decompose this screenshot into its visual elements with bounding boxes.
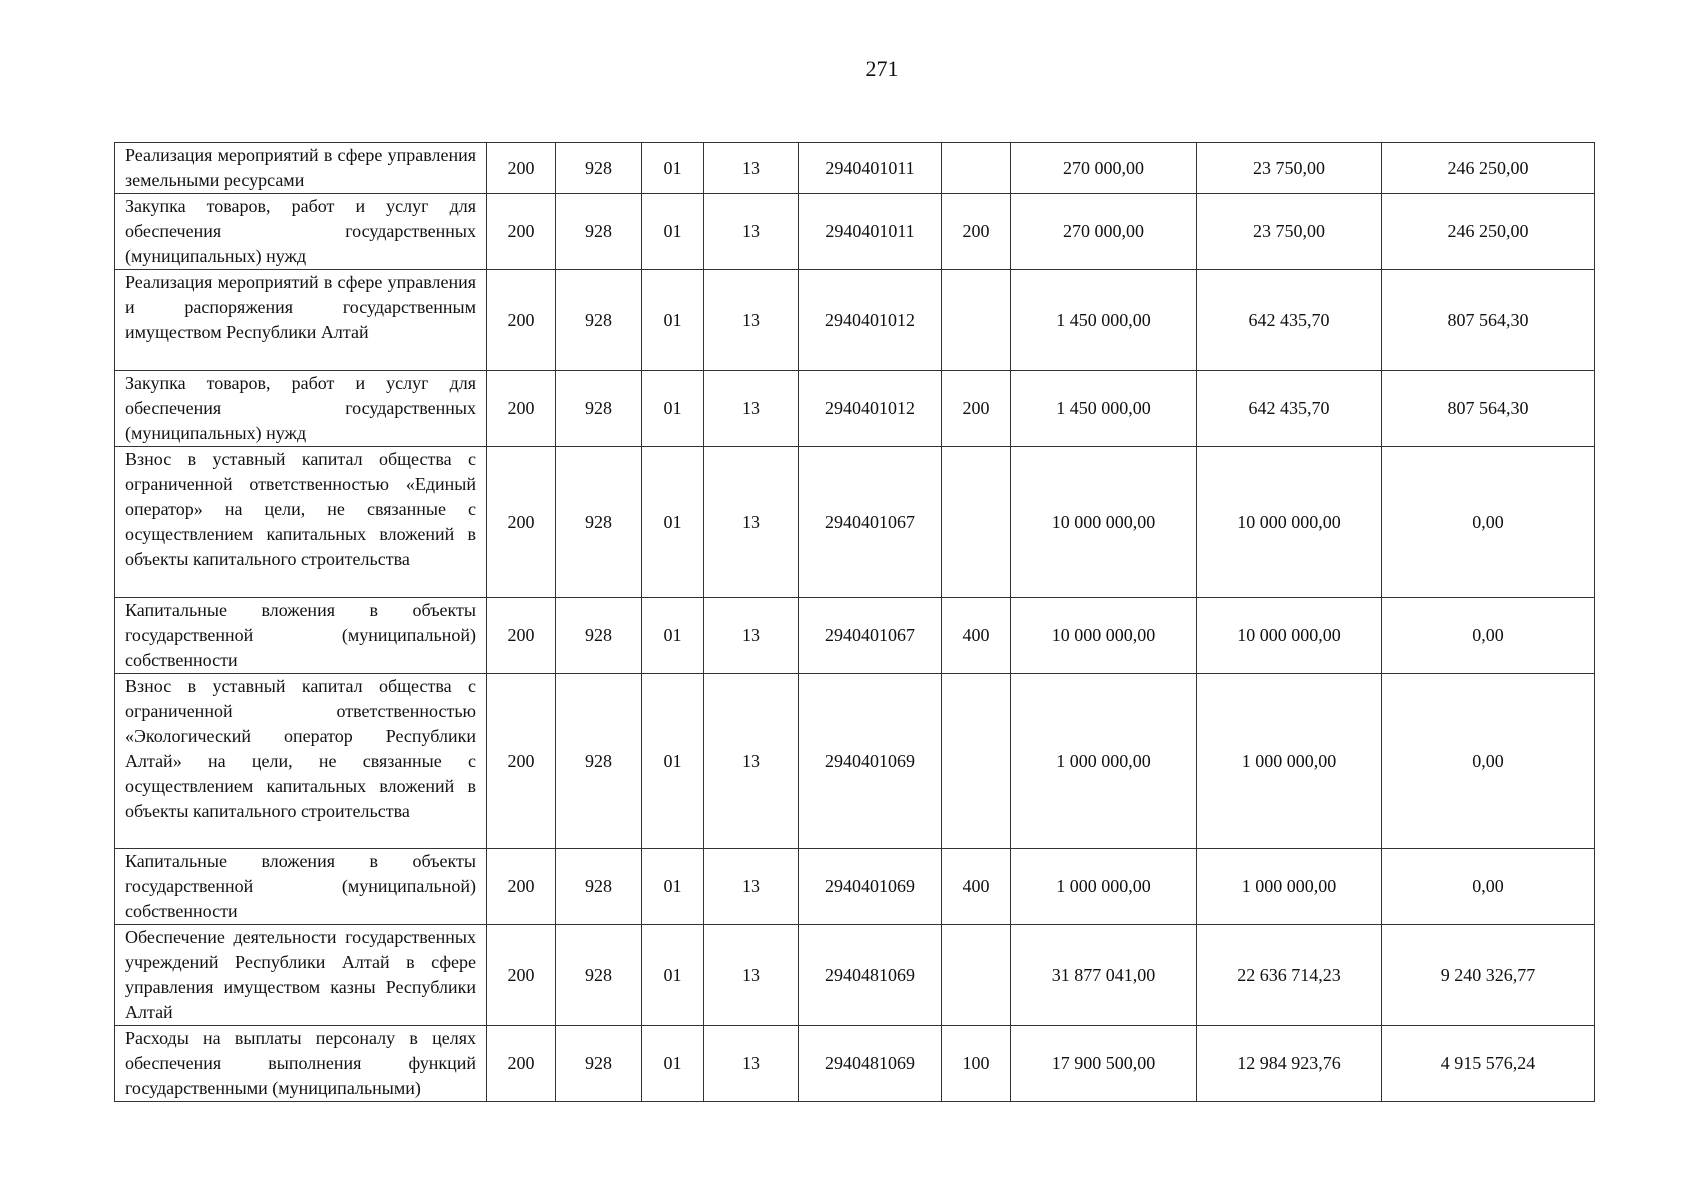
cell-code-2: 928	[556, 849, 642, 925]
cell-expense-type	[942, 447, 1011, 598]
cell-code-3: 01	[642, 598, 704, 674]
cell-expense-type	[942, 674, 1011, 849]
cell-value-1: 270 000,00	[1011, 143, 1197, 194]
cell-value-3: 9 240 326,77	[1382, 925, 1595, 1026]
cell-code-3: 01	[642, 925, 704, 1026]
cell-target-article: 2940401067	[799, 598, 942, 674]
budget-table-body	[115, 143, 1595, 1102]
row-description: Закупка товаров, работ и услуг для обеспечения государственных (муниципальных) нужд	[115, 194, 487, 270]
cell-code-1: 200	[487, 925, 556, 1026]
cell-value-2: 1 000 000,00	[1197, 849, 1382, 925]
cell-value-1: 31 877 041,00	[1011, 925, 1197, 1026]
cell-code-4: 13	[704, 447, 799, 598]
cell-value-2: 23 750,00	[1197, 194, 1382, 270]
table-row	[115, 270, 1595, 371]
cell-value-1: 1 000 000,00	[1011, 849, 1197, 925]
cell-target-article: 2940401069	[799, 849, 942, 925]
cell-value-3: 0,00	[1382, 598, 1595, 674]
cell-value-3: 4 915 576,24	[1382, 1026, 1595, 1102]
cell-expense-type: 200	[942, 371, 1011, 447]
cell-code-1: 200	[487, 849, 556, 925]
table-row	[115, 194, 1595, 270]
cell-code-1: 200	[487, 447, 556, 598]
cell-code-2: 928	[556, 925, 642, 1026]
cell-code-2: 928	[556, 371, 642, 447]
cell-code-2: 928	[556, 143, 642, 194]
table-row	[115, 1026, 1595, 1102]
cell-value-2: 10 000 000,00	[1197, 598, 1382, 674]
cell-code-1: 200	[487, 194, 556, 270]
cell-code-3: 01	[642, 849, 704, 925]
cell-code-2: 928	[556, 194, 642, 270]
cell-value-1: 1 000 000,00	[1011, 674, 1197, 849]
cell-value-2: 642 435,70	[1197, 270, 1382, 371]
row-description: Закупка товаров, работ и услуг для обеспечения государственных (муниципальных) нужд	[115, 371, 487, 447]
cell-value-2: 22 636 714,23	[1197, 925, 1382, 1026]
cell-code-4: 13	[704, 598, 799, 674]
cell-value-2: 10 000 000,00	[1197, 447, 1382, 598]
cell-code-4: 13	[704, 925, 799, 1026]
row-description: Реализация мероприятий в сфере управления земельными ресурсами	[115, 143, 487, 194]
cell-code-4: 13	[704, 270, 799, 371]
budget-table	[114, 142, 1595, 1102]
table-row	[115, 598, 1595, 674]
cell-code-1: 200	[487, 371, 556, 447]
cell-value-3: 0,00	[1382, 849, 1595, 925]
cell-value-3: 246 250,00	[1382, 194, 1595, 270]
cell-target-article: 2940401012	[799, 270, 942, 371]
cell-code-2: 928	[556, 674, 642, 849]
cell-value-3: 0,00	[1382, 674, 1595, 849]
cell-target-article: 2940481069	[799, 925, 942, 1026]
row-description: Капитальные вложения в объекты государственной (муниципальной) собственности	[115, 849, 487, 925]
cell-code-2: 928	[556, 270, 642, 371]
cell-value-2: 23 750,00	[1197, 143, 1382, 194]
cell-value-2: 642 435,70	[1197, 371, 1382, 447]
cell-target-article: 2940401012	[799, 371, 942, 447]
row-description: Расходы на выплаты персоналу в целях обеспечения выполнения функций государственными (муниципальными)	[115, 1026, 487, 1102]
cell-code-4: 13	[704, 674, 799, 849]
cell-value-1: 10 000 000,00	[1011, 598, 1197, 674]
cell-code-3: 01	[642, 194, 704, 270]
cell-value-2: 1 000 000,00	[1197, 674, 1382, 849]
cell-code-2: 928	[556, 1026, 642, 1102]
cell-value-1: 270 000,00	[1011, 194, 1197, 270]
cell-target-article: 2940481069	[799, 1026, 942, 1102]
table-row	[115, 849, 1595, 925]
cell-value-3: 807 564,30	[1382, 371, 1595, 447]
cell-target-article: 2940401069	[799, 674, 942, 849]
cell-code-3: 01	[642, 447, 704, 598]
cell-code-2: 928	[556, 598, 642, 674]
cell-code-4: 13	[704, 849, 799, 925]
cell-code-1: 200	[487, 270, 556, 371]
row-description: Капитальные вложения в объекты государственной (муниципальной) собственности	[115, 598, 487, 674]
cell-value-3: 0,00	[1382, 447, 1595, 598]
cell-expense-type: 400	[942, 849, 1011, 925]
cell-value-1: 1 450 000,00	[1011, 371, 1197, 447]
table-row	[115, 674, 1595, 849]
cell-value-1: 10 000 000,00	[1011, 447, 1197, 598]
cell-expense-type	[942, 925, 1011, 1026]
cell-value-1: 17 900 500,00	[1011, 1026, 1197, 1102]
cell-expense-type	[942, 143, 1011, 194]
cell-expense-type	[942, 270, 1011, 371]
cell-value-2: 12 984 923,76	[1197, 1026, 1382, 1102]
cell-code-3: 01	[642, 674, 704, 849]
cell-code-1: 200	[487, 1026, 556, 1102]
cell-code-1: 200	[487, 143, 556, 194]
row-description: Реализация мероприятий в сфере управления и распоряжения государственным имуществом Республики Алтай	[115, 270, 487, 371]
cell-code-3: 01	[642, 143, 704, 194]
table-row	[115, 143, 1595, 194]
cell-value-3: 807 564,30	[1382, 270, 1595, 371]
cell-value-3: 246 250,00	[1382, 143, 1595, 194]
row-description: Обеспечение деятельности государственных учреждений Республики Алтай в сфере управления имуществом казны Республики Алтай	[115, 925, 487, 1026]
table-row	[115, 447, 1595, 598]
page-number: 271	[865, 56, 899, 81]
cell-code-2: 928	[556, 447, 642, 598]
cell-expense-type: 400	[942, 598, 1011, 674]
cell-code-3: 01	[642, 270, 704, 371]
cell-code-4: 13	[704, 143, 799, 194]
cell-expense-type: 200	[942, 194, 1011, 270]
cell-expense-type: 100	[942, 1026, 1011, 1102]
cell-target-article: 2940401067	[799, 447, 942, 598]
cell-value-1: 1 450 000,00	[1011, 270, 1197, 371]
row-description: Взнос в уставный капитал общества с ограниченной ответственностью «Единый оператор» на цели, не связанные с осуществлением капитальных вложений в объекты капитального строительства	[115, 447, 487, 598]
cell-code-1: 200	[487, 674, 556, 849]
cell-code-4: 13	[704, 371, 799, 447]
cell-target-article: 2940401011	[799, 143, 942, 194]
cell-target-article: 2940401011	[799, 194, 942, 270]
cell-code-3: 01	[642, 371, 704, 447]
row-description: Взнос в уставный капитал общества с ограниченной ответственностью «Экологический оператор Республики Алтай» на цели, не связанные с осуществлением капитальных вложений в объекты капитального строительства	[115, 674, 487, 849]
table-row	[115, 925, 1595, 1026]
cell-code-4: 13	[704, 1026, 799, 1102]
cell-code-4: 13	[704, 194, 799, 270]
cell-code-3: 01	[642, 1026, 704, 1102]
cell-code-1: 200	[487, 598, 556, 674]
table-row	[115, 371, 1595, 447]
